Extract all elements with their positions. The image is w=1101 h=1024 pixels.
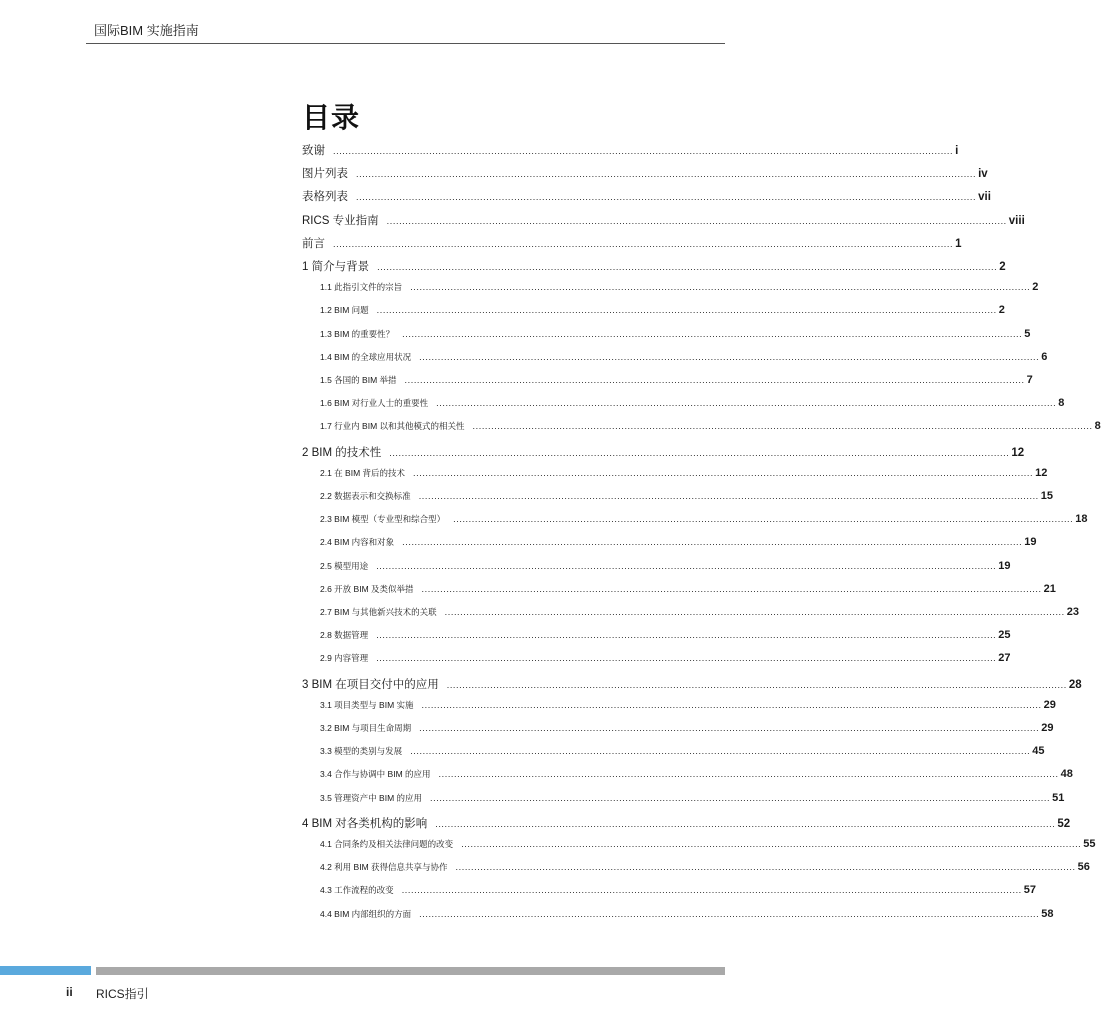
toc-entry-section[interactable] [302,327,1031,340]
toc-entry-page-number: 2 [1032,281,1039,294]
footer-document-label: RICS指引 [96,987,149,1001]
toc-entry-page-number: 23 [1066,606,1080,618]
toc-entry-page-number: 52 [1057,817,1071,830]
toc-dot-leader: ........................................................................................................................................................................................................ [461,839,1082,849]
toc-entry-chapter[interactable] [302,676,1082,692]
toc-dot-leader: ........................................................................................................................................................................................................ [356,169,977,180]
toc-entry-label: 2.3 BIM 模型（专业型和综合型） [320,514,446,525]
toc-entry-section[interactable] [302,838,1096,850]
toc-entry-section[interactable] [302,698,1056,711]
toc-entry-section[interactable] [302,582,1056,595]
toc-dot-leader: ........................................................................................................................................................................................................ [430,792,1051,803]
toc-entry-label: 1.3 BIM 的重要性？ [320,328,395,339]
toc-entry-section[interactable] [302,861,1090,874]
toc-entry-label: 致谢 [302,145,325,157]
toc-entry-page-number: 8 [1058,397,1065,410]
toc-entry-label: 2.9 内容管理 [320,653,369,664]
toc-dot-leader: ........................................................................................................................................................................................................ [376,560,997,571]
toc-dot-leader: ........................................................................................................................................................................................................ [402,328,1023,339]
toc-dot-leader: ........................................................................................................................................................................................................ [421,583,1042,594]
toc-entry-page-number: 5 [1024,327,1031,340]
toc-entry-page-number: 1 [955,237,962,250]
toc-entry-section[interactable] [302,490,1054,502]
toc-entry-page-number: 51 [1052,791,1065,804]
toc-entry-page-number: 21 [1043,582,1056,595]
toc-entry-label: 1.1 此指引文件的宗旨 [320,282,403,293]
toc-entry-chapter[interactable] [302,258,1006,274]
toc-entry-section[interactable] [302,420,1101,433]
toc-entry-page-number: 2 [998,304,1005,317]
toc-entry-section[interactable] [302,304,1005,317]
toc-entry-label: 2.8 数据管理 [320,630,369,641]
toc-entry-label: 3.2 BIM 与项目生命周期 [320,723,412,733]
toc-entry-page-number: 25 [998,629,1011,642]
toc-entry-page-number: 56 [1077,861,1090,874]
toc-entry-label: 3.1 项目类型与 BIM 实施 [320,699,414,710]
toc-dot-leader: ........................................................................................................................................................................................................ [404,375,1025,385]
toc-entry-section[interactable] [302,397,1065,410]
toc-entry-label: 4.3 工作流程的改变 [320,885,394,896]
toc-dot-leader: ........................................................................................................................................................................................................ [386,215,1007,226]
toc-dot-leader: ........................................................................................................................................................................................................ [419,351,1040,362]
toc-entry-page-number: 6 [1041,350,1048,363]
toc-entry-label: 图片列表 [302,168,348,181]
toc-dot-leader: ........................................................................................................................................................................................................ [455,862,1076,873]
toc-entry-page-number: i [955,145,959,157]
toc-entry-label: 2.1 在 BIM 背后的技术 [320,467,406,478]
toc-entry-section[interactable] [302,536,1037,549]
toc-entry-page-number: 15 [1040,490,1054,502]
toc-entry-section[interactable] [302,559,1011,572]
toc-entry-label: 2 BIM 的技术性 [302,446,382,459]
toc-dot-leader: ........................................................................................................................................................................................................ [435,818,1056,829]
toc-entry-section[interactable] [302,745,1045,758]
footer-rule-bar [96,967,725,975]
header-divider [86,43,725,44]
toc-entry-page-number: 12 [1035,466,1048,479]
toc-entry-page-number: viii [1008,214,1025,227]
toc-entry-section[interactable] [302,652,1011,665]
toc-dot-leader: ........................................................................................................................................................................................................ [410,746,1031,757]
toc-entry-chapter[interactable] [302,142,959,158]
toc-entry-section[interactable] [302,350,1048,363]
toc-entry-label: 1.7 行业内 BIM 以和其他模式的相关性 [320,421,465,432]
toc-entry-label: 3.3 模型的类别与发展 [320,746,403,757]
toc-entry-page-number: 45 [1032,745,1045,758]
toc-dot-leader: ........................................................................................................................................................................................................ [410,282,1031,293]
toc-entry-label: 1.5 各国的 BIM 举措 [320,375,397,385]
running-header-title: 国际BIM 实施指南 [94,23,199,38]
toc-dot-leader: ........................................................................................................................................................................................................ [377,262,998,272]
toc-entry-page-number: 29 [1041,722,1054,734]
toc-dot-leader: ........................................................................................................................................................................................................ [436,398,1057,409]
toc-entry-page-number: 2 [999,261,1006,273]
toc-entry-section[interactable] [302,374,1033,386]
toc-entry-label: 4 BIM 对各类机构的影响 [302,817,428,830]
toc-entry-section[interactable] [302,606,1080,618]
toc-entry-label: 4.2 利用 BIM 获得信息共享与协作 [320,862,448,873]
footer-page-number: ii [66,985,73,999]
toc-entry-chapter[interactable] [302,188,991,204]
toc-title: 目录 [302,102,361,133]
toc-entry-label: 1.4 BIM 的全球应用状况 [320,351,412,362]
toc-entry-section[interactable] [302,466,1048,479]
toc-entry-page-number: 58 [1041,907,1054,920]
toc-entry-chapter[interactable] [302,165,988,181]
footer-accent-bar [0,966,91,975]
toc-entry-section[interactable] [302,791,1065,804]
toc-entry-section[interactable] [302,722,1054,734]
toc-entry-chapter[interactable] [302,815,1071,831]
toc-entry-label: 2.2 数据表示和交换标准 [320,491,411,501]
toc-entry-page-number: 29 [1043,698,1056,711]
toc-entry-label: 1 简介与背景 [302,261,370,273]
toc-entry-page-number: 55 [1083,838,1096,850]
toc-dot-leader: ........................................................................................................................................................................................................ [438,769,1059,780]
toc-entry-label: 3.5 管理资产中 BIM 的应用 [320,792,423,803]
toc-entry-label: 2.4 BIM 内容和对象 [320,537,395,548]
toc-entry-label: 3.4 合作与协调中 BIM 的应用 [320,769,431,780]
toc-entry-page-number: 28 [1068,678,1082,691]
toc-entry-label: 3 BIM 在项目交付中的应用 [302,678,439,691]
toc-dot-leader: ........................................................................................................................................................................................................ [389,447,1010,458]
toc-entry-chapter[interactable] [302,212,1025,228]
toc-entry-page-number: 19 [998,559,1011,572]
toc-entry-section[interactable] [302,907,1054,920]
toc-entry-page-number: iv [978,168,988,181]
toc-entry-page-number: 7 [1026,374,1033,386]
toc-dot-leader: ........................................................................................................................................................................................................ [472,421,1093,432]
toc-entry-section[interactable] [302,768,1073,781]
toc-entry-label: 2.7 BIM 与其他新兴技术的关联 [320,607,437,617]
toc-dot-leader: ........................................................................................................................................................................................................ [376,305,997,316]
toc-dot-leader: ........................................................................................................................................................................................................ [418,491,1039,501]
toc-entry-label: 2.5 模型用途 [320,560,369,571]
toc-entry-page-number: 8 [1094,420,1101,433]
toc-dot-leader: ........................................................................................................................................................................................................ [376,653,997,664]
toc-entry-page-number: 27 [998,652,1011,665]
toc-dot-leader: ........................................................................................................................................................................................................ [333,238,954,249]
toc-entry-page-number: 48 [1060,768,1073,781]
toc-dot-leader: ........................................................................................................................................................................................................ [413,467,1034,478]
toc-dot-leader: ........................................................................................................................................................................................................ [419,723,1040,733]
toc-dot-leader: ........................................................................................................................................................................................................ [421,699,1042,710]
toc-dot-leader: ........................................................................................................................................................................................................ [419,908,1040,919]
toc-dot-leader: ........................................................................................................................................................................................................ [401,885,1022,896]
toc-dot-leader: ........................................................................................................................................................................................................ [356,192,977,203]
toc-entry-label: 前言 [302,237,325,250]
toc-entry-chapter[interactable] [302,444,1025,460]
toc-entry-label: 4.1 合同条约及相关法律问题的改变 [320,839,454,849]
toc-dot-leader: ........................................................................................................................................................................................................ [376,630,997,641]
toc-entry-section[interactable] [302,281,1039,294]
toc-entry-page-number: vii [978,191,991,204]
toc-entry-label: 表格列表 [302,191,348,204]
toc-entry-chapter[interactable] [302,235,962,251]
toc-entry-page-number: 12 [1011,446,1025,459]
toc-entry-page-number: 19 [1024,536,1037,549]
toc-entry-label: 4.4 BIM 内部组织的方面 [320,908,412,919]
toc-dot-leader: ........................................................................................................................................................................................................ [402,537,1023,548]
toc-entry-section[interactable] [302,884,1037,897]
toc-entry-label: 1.6 BIM 对行业人士的重要性 [320,398,429,409]
toc-entry-page-number: 18 [1075,513,1088,526]
toc-dot-leader: ........................................................................................................................................................................................................ [453,514,1074,525]
toc-dot-leader: ........................................................................................................................................................................................................ [444,607,1065,617]
toc-entry-label: 2.6 开放 BIM 及类似举措 [320,583,414,594]
toc-entry-label: RICS 专业指南 [302,214,379,227]
toc-dot-leader: ........................................................................................................................................................................................................ [446,679,1067,690]
toc-entry-label: 1.2 BIM 问题 [320,305,369,316]
toc-entry-section[interactable] [302,513,1088,526]
toc-dot-leader: ........................................................................................................................................................................................................ [333,146,954,156]
toc-entry-section[interactable] [302,629,1011,642]
toc-entry-page-number: 57 [1023,884,1037,897]
